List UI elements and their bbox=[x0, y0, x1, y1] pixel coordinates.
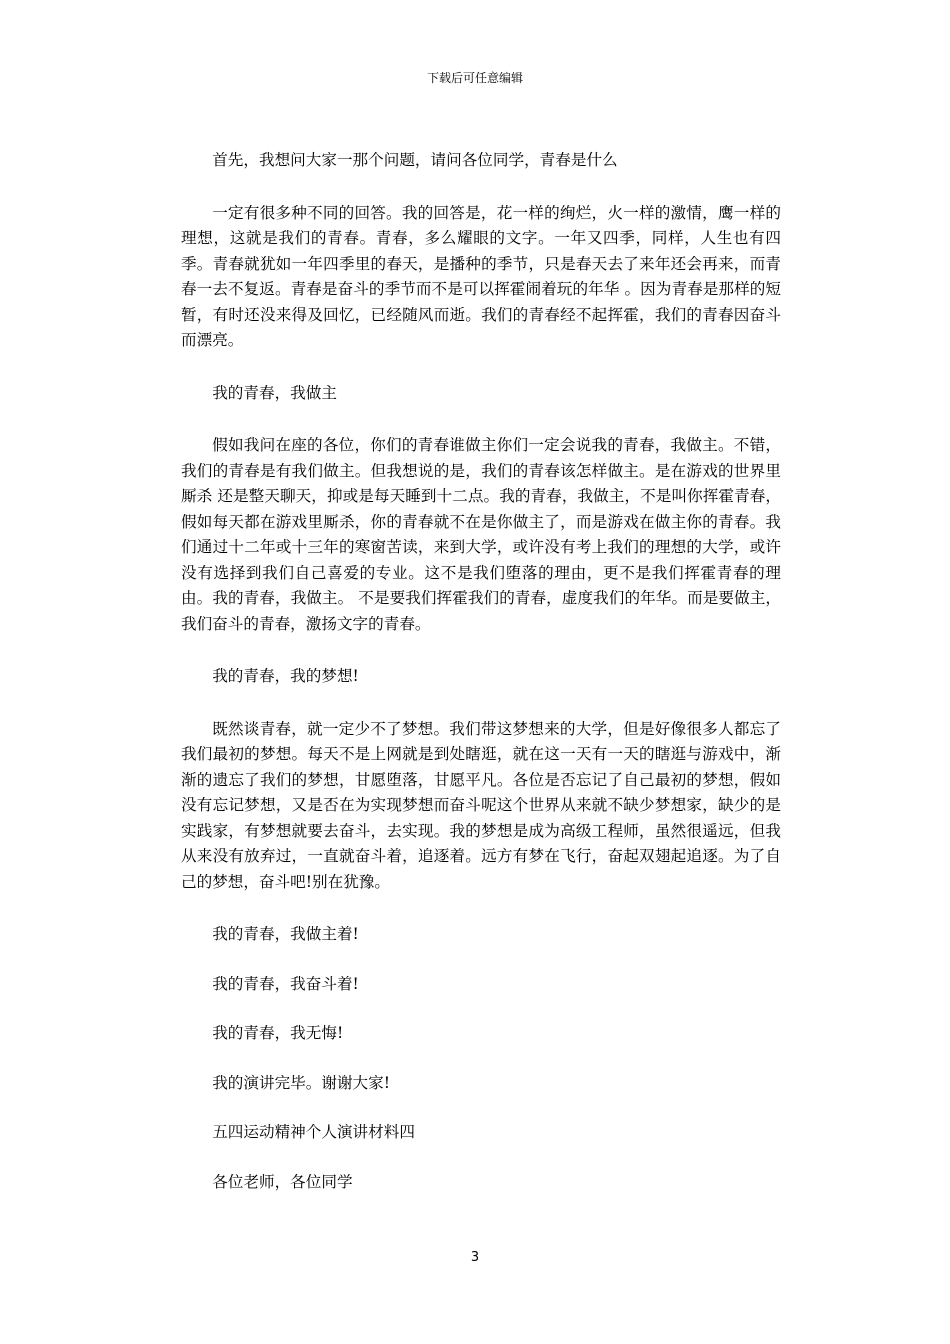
closing-thanks: 我的演讲完毕。谢谢大家! bbox=[212, 1073, 390, 1092]
closing-line-3: 我的青春，我无悔! bbox=[212, 1024, 344, 1042]
page-header: 下载后可任意编辑 bbox=[426, 71, 523, 85]
section-heading-my-youth-my-dream: 我的青春，我的梦想! bbox=[212, 667, 359, 685]
paragraph-intro-question: 首先，我想问大家一那个问题，请问各位同学，青春是什么 bbox=[212, 151, 618, 169]
closing-line-2: 我的青春，我奋斗着! bbox=[212, 974, 359, 993]
closing-line-1: 我的青春，我做主着! bbox=[212, 925, 359, 943]
paragraph-who-decides: 假如我问在座的各位，你们的青春谁做主你们一定会说我的青春，我做主。不错，我们的青春是有我们做主。但我想说的是，我们的青春该怎样做主。是在游戏的世界里厮杀 还是整天聊天，抑或是每天睡到十二点。我的青春，我做主，不是叫你挥霍青春，假如每天都在游戏里厮杀，你的青春就不在是你做主了，而是游戏在做主你的青春。我们通过十二年或十三年的寒窗苦读，来到大学，或许没有考上我们的理想的大学，或许没有选择到我们自己喜爱的专业。这不是我们堕落的理由，更不是我们挥霍青春的理由。我的青春，我做主。 不是要我们挥霍我们的青春，虚度我们的年华。而是要做主，我们奋斗的青春，激扬文字的青春。 bbox=[181, 436, 781, 633]
paragraph-dreams: 既然谈青春，就一定少不了梦想。我们带这梦想来的大学，但是好像很多人都忘了我们最初的梦想。每天不是上网就是到处瞎逛，就在这一天有一天的瞎逛与游戏中，渐渐的遗忘了我们的梦想，甘愿堕落，甘愿平凡。各位是否忘记了自己最初的梦想，假如没有忘记梦想，又是否在为实现梦想而奋斗呢这个世界从来就不缺少梦想家，缺少的是实践家，有梦想就要去奋斗，去实现。我的梦想是成为高级工程师，虽然很遥远，但我从来没有放弃过，一直就奋斗着，追逐着。远方有梦在飞行，奋起双翅起追逐。为了自己的梦想，奋斗吧!别在犹豫。 bbox=[181, 719, 781, 891]
next-speech-title: 五四运动精神个人演讲材料四 bbox=[212, 1123, 415, 1141]
next-speech-salutation: 各位老师，各位同学 bbox=[212, 1172, 353, 1191]
document-body bbox=[181, 148, 781, 1219]
section-heading-my-youth-my-choice: 我的青春，我做主 bbox=[212, 383, 337, 402]
page-number: 3 bbox=[470, 1250, 480, 1265]
paragraph-youth-answer: 一定有很多种不同的回答。我的回答是，花一样的绚烂，火一样的激情，鹰一样的理想，这就是我们的青春。青春，多么耀眼的文字。一年又四季，同样，人生也有四季。青春就犹如一年四季里的春天，是播种的季节，只是春天去了来年还会再来，而青春一去不复返。青春是奋斗的季节而不是可以挥霍闹着玩的年华 。因为青春是那样的短暂，有时还没来得及回忆，已经随风而逝。我们的青春经不起挥霍，我们的青春因奋斗而漂亮。 bbox=[181, 203, 781, 349]
